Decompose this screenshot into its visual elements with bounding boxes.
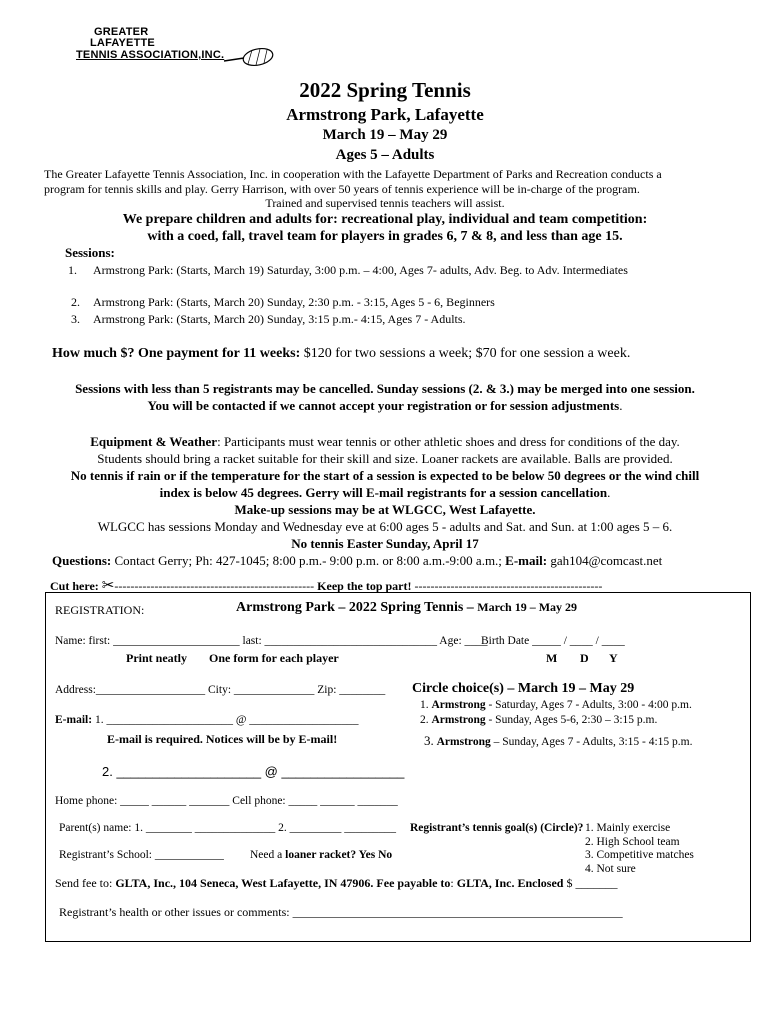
choice-1-text: - Saturday, Ages 7 - Adults, 3:00 - 4:00 p.m. [485,699,692,711]
goal-1[interactable]: 1. Mainly exercise [585,822,671,834]
logo-line2: LAFAYETTE [90,37,155,49]
email-required: E-mail is required. Notices will be by E-mail! [107,732,338,746]
location: Armstrong Park, Lafayette [286,105,484,124]
intro-line1: The Greater Lafayette Tennis Association, Inc. in cooperation with the Lafayette Department of Parks and Recreation conducts a [44,167,662,181]
cut-label: Cut here: [50,579,99,593]
cost-text: $120 for two sessions a week; $70 for one session a week. [303,346,631,361]
session-3-num: 3. [71,312,80,326]
circle-choice-heading: Circle choice(s) – March 19 – May 29 [412,681,635,696]
birth-d: D [580,651,589,665]
equipment-line4: index is below 45 degrees. Gerry will E-mail registrants for a session cancellation. [159,485,611,500]
choice-2-num: 2. [420,714,429,726]
sessions-heading: Sessions: [65,245,115,260]
logo-line1: GREATER [94,26,149,38]
birth-m: M [546,651,558,665]
name-field[interactable]: Name: first: ______________________ last: ______________________________ Age: ____ [55,635,488,647]
equipment-line7: No tennis Easter Sunday, April 17 [291,536,479,551]
choice-2-bold: Armstrong [431,714,486,726]
form-title-text: Armstrong Park – 2022 Spring Tennis – [236,600,474,615]
intro-bold1: We prepare children and adults for: recreational play, individual and team competition: [122,212,648,227]
equipment-line5: Make-up sessions may be at WLGCC, West Lafayette. [234,502,536,517]
cancel-line2: You will be contacted if we cannot accept your registration or for session adjustments. [147,398,623,413]
choice-2[interactable] [420,714,657,726]
print-neatly: Print neatly [126,651,187,665]
session-1-num: 1. [68,263,77,277]
questions-label: Questions: [52,553,112,568]
form-title-dates: March 19 – May 29 [477,600,578,614]
session-1: Armstrong Park: (Starts, March 19) Saturday, 3:00 p.m. – 4:00, Ages 7- adults, Adv. Beg. to Adv. Intermediates [93,263,628,277]
intro-line2: program for tennis skills and play. Gerry Harrison, with over 50 years of tennis experience will be in-charge of the program. [44,182,640,196]
form-title [236,600,577,616]
birth-date-field[interactable]: Birth Date _____ / ____ / ____ [481,635,625,647]
racket-icon [222,46,276,68]
send-pre: Send fee to: [55,876,116,890]
cost-label: How much $? One payment for 11 weeks: [52,346,301,361]
glta-logo [76,24,276,68]
equipment-line6: WLGCC has sessions Monday and Wednesday eve at 6:00 ages 5 - adults and Sat. and Sun. at 1:00 ages 5 – 6. [97,519,673,534]
cut-dashes-right: ----------------------------------------------- [414,579,603,593]
choice-2-text: - Sunday, Ages 5-6, 2:30 – 3:15 p.m. [485,714,658,726]
goal-label: Registrant’s tennis goal(s) (Circle)? [410,822,584,834]
choice-1[interactable] [420,699,692,711]
equipment-line3: No tennis if rain or if the temperature for the start of a session is expected to be below 50 degrees or the wind chill [70,468,700,483]
questions-email-label: E-mail: [505,553,548,568]
goal-2[interactable]: 2. High School team [585,836,680,848]
phone-fields[interactable]: Home phone: _____ ______ _______ Cell phone: _____ ______ _______ [55,795,398,807]
address-field[interactable]: Address:___________________ City: ______________ Zip: ________ [55,684,386,696]
logo-line3: TENNIS ASSOCIATION,INC. [76,49,225,61]
equipment-line4b: . Gerry will E-mail registrants for a session cancellation [298,485,608,500]
goal-3[interactable]: 3. Competitive matches [585,849,694,861]
choice-1-num: 1. [420,699,429,711]
intro-bold2: with a coed, fall, travel team for players in grades 6, 7 & 8, and less than age 15. [147,229,623,244]
cut-dashes-left: -------------------------------------------------- [114,579,315,593]
registration-label: REGISTRATION: [55,603,145,617]
birth-y: Y [609,651,618,665]
session-3: Armstrong Park: (Starts, March 20) Sunday, 3:15 p.m.- 4:15, Ages 7 - Adults. [93,312,466,326]
season-dates: March 19 – May 29 [322,127,448,143]
email-label: E-mail: [55,714,93,726]
questions-line [52,553,662,569]
scissors-icon: ✂ [101,578,115,594]
one-form-note: One form for each player [209,651,339,665]
intro-line3: Trained and supervised tennis teachers will assist. [265,196,505,210]
send-bold2: GLTA, Inc. Enclosed [456,876,564,890]
ages: Ages 5 – Adults [335,147,435,163]
questions-email: gah104@comcast.net [547,553,663,568]
parent-name-field[interactable]: Parent(s) name: 1. ________ ______________ 2. _________ _________ [59,822,396,834]
session-2: Armstrong Park: (Starts, March 20) Sunday, 2:30 p.m. - 3:15, Ages 5 - 6, Beginners [93,295,495,309]
loaner-bold: loaner racket? Yes No [285,849,393,861]
email-field-1[interactable] [55,714,359,726]
choice-1-bold: Armstrong [431,699,486,711]
equipment-line4a: index is below 45 degrees [159,485,299,500]
equipment-line2: Students should bring a racket suitable for their skill and size. Loaner rackets are available. Balls are provided. [97,451,673,466]
health-field[interactable]: Registrant’s health or other issues or comments: _______________________________________________________ [59,905,623,919]
loaner-pre: Need a [250,849,286,861]
questions-text: Contact Gerry; Ph: 427-1045; 8:00 p.m.- 9:00 p.m. or 8:00 a.m.-9:00 a.m.; [111,553,506,568]
send-end: $ _______ [563,876,618,890]
choice-3[interactable] [424,733,693,749]
cut-middle: Keep the top part! [314,579,415,593]
goal-4[interactable]: 4. Not sure [585,863,636,875]
equipment-line1-text: : Participants must wear tennis or other athletic shoes and dress for conditions of the day. [217,434,680,449]
cost-line [52,346,630,362]
equipment-label: Equipment & Weather [90,434,218,449]
choice-3-num: 3. [424,733,434,748]
session-2-num: 2. [71,295,80,309]
send-fee-line [55,876,617,891]
equipment-line1 [0,434,770,450]
cancel-line2-text: You will be contacted if we cannot accept your registration or for session adjustments [147,398,620,413]
page-title: 2022 Spring Tennis [299,78,471,102]
send-bold: GLTA, Inc., 104 Seneca, West Lafayette, IN 47906. Fee payable to [115,876,451,890]
school-field[interactable]: Registrant’s School: ____________ [59,849,224,861]
email-field-2[interactable]: 2. ____________________ @ _________________ [102,764,405,779]
cancel-line1: Sessions with less than 5 registrants may be cancelled. Sunday sessions (2. & 3.) may be merged into one session. [75,381,695,396]
choice-3-bold: Armstrong [436,736,491,748]
send-mid: : [450,876,457,890]
loaner-racket[interactable] [250,849,392,861]
choice-3-text: – Sunday, Ages 7 - Adults, 3:15 - 4:15 p.m. [490,736,693,748]
email-line-1: 1. ______________________ @ ___________________ [92,714,359,726]
